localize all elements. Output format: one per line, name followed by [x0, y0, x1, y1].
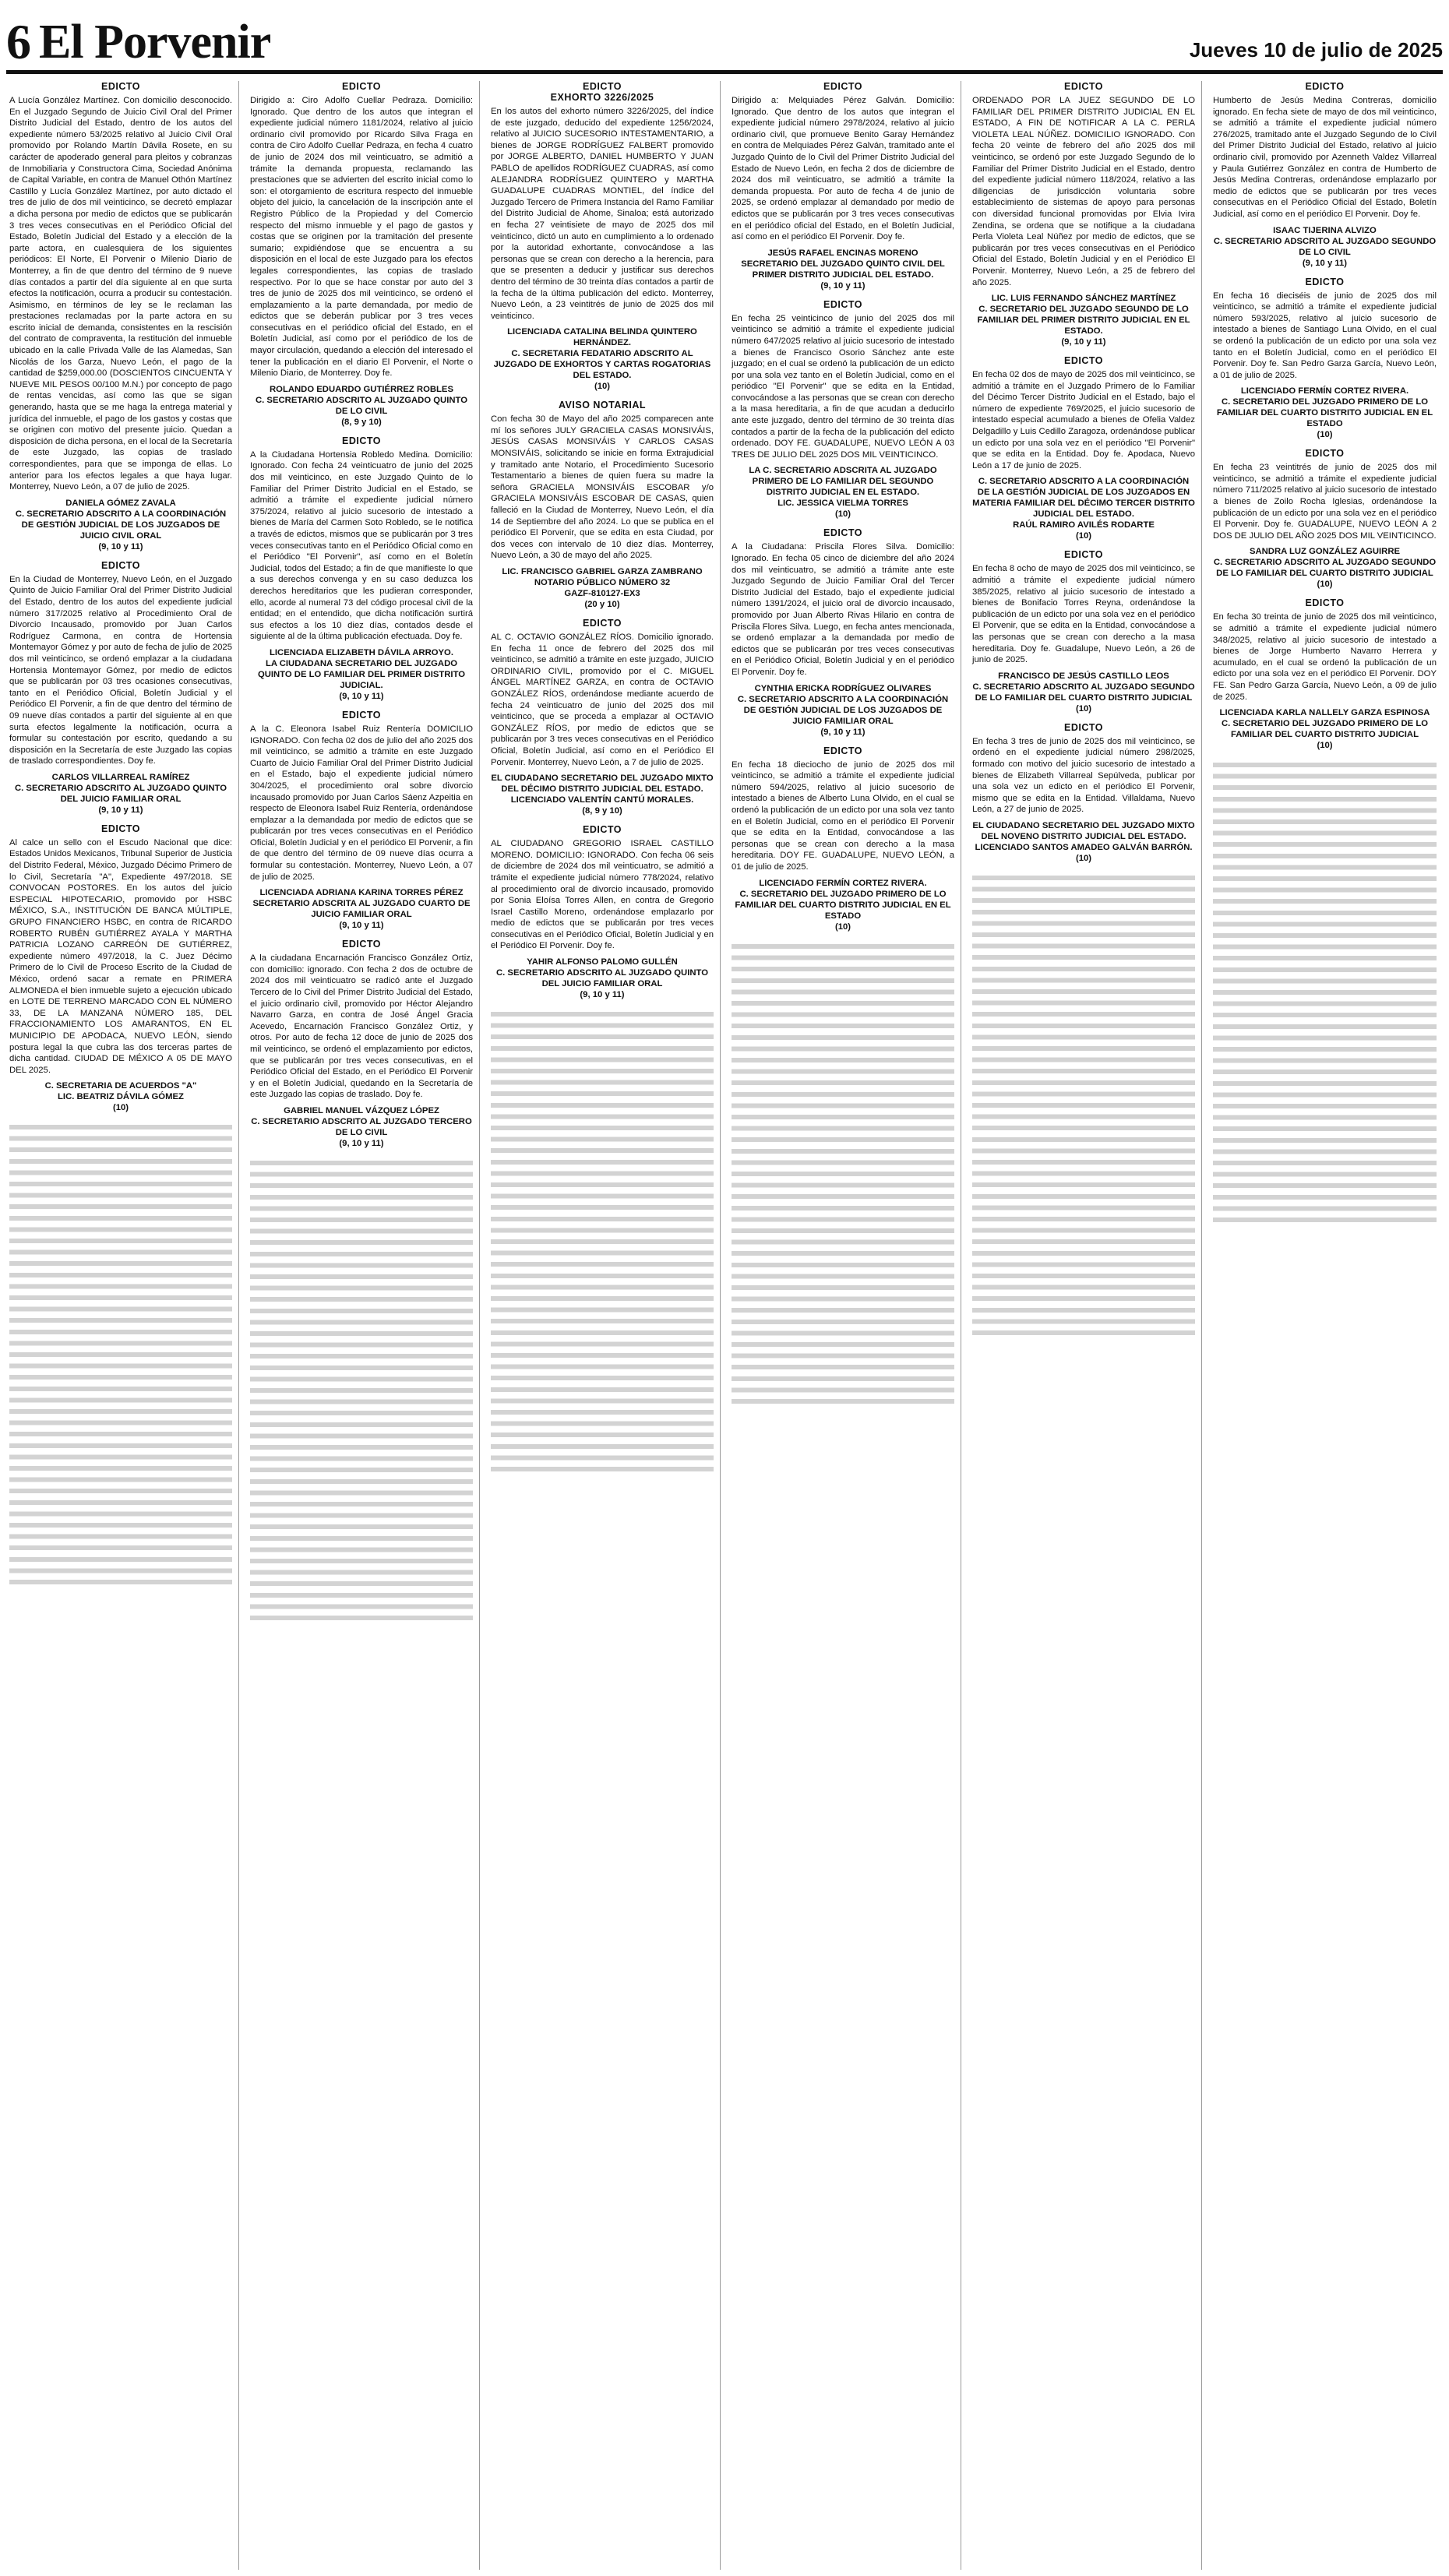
continued-text-block — [9, 1121, 232, 1588]
column-3 — [488, 81, 721, 2570]
legal-notice — [972, 549, 1195, 714]
notice-title: EDICTO — [823, 81, 862, 92]
notice-body: A la Ciudadana Hortensia Robledo Medina. Domicilio: Ignorado. Con fecha 24 veinticuatro de junio del 2025 dos mil veinticinco, en este Juzgado Quinto de lo Familiar del Primer Distrito Judicial en el Estado, se admitió a trámite el expediente judicial número 375/2024, relativo al juicio sucesorio de intestado a bienes de María del Carmen Soto Robledo, se le notifica a través de edictos, mismos que se publicarán por 3 tres veces consecutivas tanto en el Periódico Oficial como en el Periódico "El Porvenir", así como en el Boletín Judicial, todos del Estado; a fin de que manifieste lo que a sus derechos convenga y en su caso deduzca los derechos hereditarios que les pudieran corresponder, ello, acorde al numeral 73 del código procesal civil de la entidad; en el entendido, que dicha notificación surtirá sus efectos a los 10 diez días, contados desde el siguiente al de la última publicación efectuada. Doy fe. — [250, 449, 473, 642]
notice-signature: EL CIUDADANO SECRETARIO DEL JUZGADO MIXTO DEL NOVENO DISTRITO JUDICIAL DEL ESTADO. LICENCIADO SANTOS AMADEO GALVÁN BARRÓN. — [972, 820, 1195, 852]
newspaper-name: El Porvenir — [39, 16, 271, 69]
notice-title: EDICTO — [1064, 549, 1103, 561]
notice-body: En fecha 25 veinticinco de junio del 2025 dos mil veinticinco se admitió a trámite el expediente judicial número 647/2025 relativo al juicio sucesorio de intestado a bienes de Francisco Osorio Sánchez ante este juzgado; en el cual se ordenó la publicación de un edicto por una sola vez tanto en el Boletín Judicial, como en el periódico "El Porvenir" que se edita en la Entidad, convocándose a las personas que se crean con derecho a la masa hereditaria, a fin de que acudan a deducirlo ante este juzgado, dentro del término de 30 treinta días contados a partir de la fecha de la publicación del edicto ordenado. DOY FE. GUADALUPE, NUEVO LEÓN A 03 TRES DE JULIO DEL 2025 DOS MIL VEINTICINCO. — [732, 313, 954, 460]
notice-signature: CYNTHIA ERICKA RODRÍGUEZ OLIVARES C. SECRETARIO ADSCRITO A LA COORDINACIÓN DE GESTIÓN JUDICIAL DE LOS JUZGADOS DE JUICIO FAMILIAR ORAL — [737, 683, 949, 726]
notice-title: EDICTO — [1064, 355, 1103, 367]
notice-publication-code: (10) — [1317, 430, 1333, 440]
notice-title: EDICTO — [583, 618, 622, 629]
notice-publication-code: (9, 10 y 11) — [339, 691, 384, 701]
notice-publication-code: (9, 10 y 11) — [98, 541, 143, 551]
notice-publication-code: (9, 10 y 11) — [339, 921, 384, 931]
notice-body: En la Ciudad de Monterrey, Nuevo León, en el Juzgado Quinto de Juicio Familiar Oral del Primer Distrito Judicial del Estado, dentro de los autos del expediente judicial número 317/2025 relativo al Procedimiento Oral de Divorcio Incausado, promovido por Juan Carlos Rodríguez Carmona, en contra de Hortensia Montemayor Gómez y por auto de fecha de julio de 2025 dos mil veinticinco, se ordenó emplazar a la ciudadana Hortensia Montemayor Gómez, por medio de edictos que se publicarán por 03 tres ocasiones consecutivas, tanto en el Periódico Oficial, Boletín Judicial y el Periódico El Porvenir, a fin de que dentro del término de 09 nueve días contados a partir del siguiente al en que surta efectos legalmente la notificación, ocurra a formular su contestación por escrito, quedando a su disposición en la Secretaría de este Juzgado las copias de traslado correspondientes. Doy fe. — [9, 574, 232, 766]
legal-notice — [1213, 277, 1437, 441]
notice-signature: C. SECRETARIA DE ACUERDOS "A" LIC. BEATRIZ DÁVILA GÓMEZ — [44, 1081, 197, 1102]
notice-publication-code: (10) — [1075, 531, 1092, 541]
legal-notice — [732, 745, 954, 932]
legal-notice — [491, 400, 714, 610]
legal-notice — [732, 299, 954, 520]
notice-signature: GABRIEL MANUEL VÁZQUEZ LÓPEZ C. SECRETARIO ADSCRITO AL JUZGADO TERCERO DE LO CIVIL — [251, 1105, 472, 1137]
notice-title: EDICTO — [1305, 597, 1345, 609]
notice-title: EDICTO — [342, 435, 381, 446]
legal-notice — [732, 81, 954, 291]
continued-text-block — [1213, 759, 1437, 1226]
notice-body: En fecha 02 dos de mayo de 2025 dos mil veinticinco, se admitió a trámite en el Juzgado Primero de lo Familiar del Décimo Tercer Distrito Judicial en el Estado, bajo el número de expediente 769/2025, el juicio sucesorio de intestado especial acumulado a bienes de Ofelia Valdez Delgadillo y Luis Cedillo Zaragoza, ordenándose publicar un edicto por una sola vez en el periódico "El Porvenir" que se edita en la Entidad. Doy fe. Apodaca, Nuevo León a 17 de junio de 2025. — [972, 370, 1195, 470]
notice-body: AL CIUDADANO GREGORIO ISRAEL CASTILLO MORENO. DOMICILIO: IGNORADO. Con fecha 06 seis de diciembre de 2024 dos mil veinticuatro, se admitió a trámite el expediente judicial número 778/2024, relativo al procedimiento oral de divorcio incausado, promovido por Sonia Eloísa Torres Allen, en contra de Gregorio Israel Castillo Moreno, ordenándose emplazarlo por medio de edictos que se publicarán por tres veces consecutivas en el Periódico Oficial, Boletín Judicial y en el Periódico El Porvenir. Doy fe. — [491, 839, 714, 951]
legal-notice — [972, 81, 1195, 347]
notice-publication-code: (9, 10 y 11) — [98, 805, 143, 815]
notice-publication-code: (10) — [112, 1103, 129, 1113]
notice-title: EDICTO — [101, 81, 140, 92]
column-6 — [1210, 81, 1443, 2570]
notice-title: EDICTO — [823, 745, 862, 756]
notice-publication-code: (10) — [594, 382, 611, 392]
notice-title: EDICTO — [342, 709, 381, 721]
continued-text-block — [491, 1008, 714, 1475]
legal-notice — [1213, 597, 1437, 751]
notice-publication-code: (9, 10 y 11) — [820, 280, 866, 291]
notice-signature: LICENCIADA KARLA NALLELY GARZA ESPINOSA C. SECRETARIO DEL JUZGADO PRIMERO DE LO FAMILIAR DEL CUARTO DISTRITO JUDICIAL — [1219, 708, 1430, 740]
notice-body: Dirigido a: Melquiades Pérez Galván. Domicilio: Ignorado. Que dentro de los autos que integran el expediente judicial número 2978/2024, relativo al juicio ordinario civil, que promueve Benito Garay Hernández en contra de Melquiades Pérez Galván, tramitado ante el Juzgado Quinto de lo Civil del Primer Distrito Judicial del Estado de Nuevo León, en fecha 2 dos de diciembre de 2024 dos mil veinticuatro, se admitió a trámite la demanda propuesta. Por auto de fecha 4 de junio de 2025, se ordenó emplazar al demandado por medio de edictos que se publicarán por 3 tres veces consecutivas en el periódico oficial del Estado, en el Boletín Judicial, así como en el periódico El Porvenir. Doy fe. — [732, 96, 954, 242]
notice-title: EDICTO — [1064, 81, 1103, 92]
legal-notice — [250, 939, 473, 1149]
notice-signature: C. SECRETARIO ADSCRITO A LA COORDINACIÓN DE LA GESTIÓN JUDICIAL DE LOS JUZGADOS EN MATERIA FAMILIAR DEL DÉCIMO TERCER DISTRITO JUDICIAL DEL ESTADO. RAÚL RAMIRO AVILÉS RODARTE — [972, 477, 1195, 530]
notice-publication-code: (9, 10 y 11) — [1302, 258, 1348, 268]
notice-signature: DANIELA GÓMEZ ZAVALA C. SECRETARIO ADSCRITO A LA COORDINACIÓN DE GESTIÓN JUDICIAL DE LOS JUZGADOS DE JUICIO CIVIL ORAL — [15, 498, 227, 541]
notice-body: Humberto de Jesús Medina Contreras, domicilio ignorado. En fecha siete de mayo de dos mil veinticinco, se admitió a trámite el expediente judicial número 276/2025, tramitado ante el Juzgado Segundo de lo Civil del Primer Distrito Judicial del Estado, relativo al juicio ordinario civil, promovido por Azenneth Valdez Villarreal y Paula Gutiérrez González en contra de Humberto de Jesús Medina Contreras, ordenándose emplazarlo por medio de edictos que se publicarán por tres veces consecutivas en el Periódico Oficial del Estado, Boletín Judicial, así como en el periódico El Porvenir. Doy fe. — [1213, 96, 1437, 219]
notice-publication-code: (9, 10 y 11) — [1061, 337, 1106, 347]
notice-title: EDICTO — [101, 823, 140, 834]
notice-publication-code: (10) — [1317, 741, 1333, 751]
notice-title: EDICTO — [101, 559, 140, 571]
notice-signature: YAHIR ALFONSO PALOMO GULLÉN C. SECRETARIO ADSCRITO AL JUZGADO QUINTO DEL JUICIO FAMILIAR ORAL — [496, 957, 708, 989]
notice-body: A la C. Eleonora Isabel Ruiz Rentería DOMICILIO IGNORADO. Con fecha 02 dos de julio del año 2025 dos mil veinticinco, se admitió a trámite en este Juzgado Cuarto de Juicio Familiar Oral del Primer Distrito Judicial en el Estado, bajo el expediente judicial número 304/2025, el procedimiento oral sobre divorcio incausado promovido por Juan Carlos Sáenz Azpeitia en respecto de Eleonora Isabel Ruiz Rentería, ordenándose emplazar a la demandada por medio de edictos que se publicarán por tres veces consecutivas en el Periódico Oficial, Boletín Judicial y en el periódico El Porvenir, a fin de que dentro del término de 09 nueve días ocurra a formular su contestación. Monterrey, Nuevo León, a 07 de julio de 2025. — [250, 724, 473, 882]
notice-publication-code: (10) — [834, 922, 851, 932]
notice-body: En fecha 8 ocho de mayo de 2025 dos mil veinticinco, se admitió a trámite el expediente judicial número 385/2025, relativo al juicio sucesorio de intestado a bienes de Bonifacio Torres Reyna, ordenándose la publicación de un edicto por una sola vez en el periódico El Porvenir, que se edita en la Entidad, convocándose a las personas que se crean con derecho a la masa hereditaria. Doy fe. Guadalupe, Nuevo León, a 26 de junio de 2025. — [972, 564, 1195, 665]
brand — [6, 14, 271, 70]
legal-notice — [250, 81, 473, 428]
notice-title: EDICTO EXHORTO 3226/2025 — [550, 81, 654, 103]
column-1 — [6, 81, 239, 2570]
continued-text-block — [972, 872, 1195, 1339]
notice-publication-code: (10) — [1075, 853, 1092, 863]
masthead — [6, 5, 1443, 74]
legal-notice — [972, 722, 1195, 864]
notice-body: Dirigido a: Ciro Adolfo Cuellar Pedraza. Domicilio: Ignorado. Que dentro de los autos que integran el expediente judicial número 1181/2024, relativo al juicio ordinario civil promovido por Ricardo Silva Fraga en contra de Ciro Adolfo Cuellar Pedraza, en fecha 4 cuatro de junio de 2024 dos mil veinticuatro, se admitió a trámite la demanda propuesta, reclamando las prestaciones que se advierten del escrito inicial como lo son: el otorgamiento de escritura respecto del inmueble objeto del juicio, la cancelación de la inscripción ante el Registro Público de la Propiedad y del Comercio respecto del mismo inmueble y el pago de gastos y costas que se originen por la tramitación del presente sumario; expidiéndose que se encuentra a su disposición en el local de este Juzgado para los efectos legales correspondientes, las copias de traslado respectivo. Por lo que se hace constar por auto del 3 tres de junio de 2025 dos mil veinticinco, se ordenó el emplazamiento a la parte demandada, por medio de edictos que se deberán publicar por 3 tres veces consecutivas en el periódico oficial del Estado, en el Boletín Judicial, así como por el periódico de los de mayor circulación, quedando a elección del interesado el tener la publicación en el diario El Porvenir, el Norte o Milenio Diario, de Monterrey. Doy fe. — [250, 96, 473, 379]
notice-publication-code: (9, 10 y 11) — [339, 1138, 384, 1148]
notice-body: A Lucía González Martínez. Con domicilio desconocido. En el Juzgado Segundo de Juicio Civil Oral del Primer Distrito Judicial del Estado, dentro de los autos del expediente número 53/2025 relativo al Juicio Civil Oral promovido por Rolando Martín Dávila Rosete, en su carácter de apoderado general para pleitos y cobranzas de Inmobiliaria y Constructora Cima, Sociedad Anónima de Capital Variable, en contra de Manuel Othón Martínez Castillo y Lucía González Martínez, por auto dictado el tres de julio de dos mil veinticinco, se decretó emplazar a dicha persona por medio de edictos que se publicarán 3 tres veces consecutivas en el Periódico Oficial del Estado, Boletín Judicial del Estado y a elección de la parte actora, en cualesquiera de los siguientes periódicos: El Norte, El Porvenir o Milenio Diario de Monterrey, a fin de que dentro del término de 9 nueve días contados a partir del día siguiente al en que surta efectos la notificación, ocurra a producir su contestación. Asimismo, en términos de ley se le reclaman las prestaciones reclamadas por la parte actora en su escrito inicial de demanda, consistentes en la rescisión del contrato de compraventa, la restitución del inmueble ubicado en la calle Privada Valle de las Alamedas, San Nicolás de los Garza, Nuevo León, el pago de la cantidad de $259,000.00 (DOSCIENTOS CINCUENTA Y NUEVE MIL PESOS 00/100 M.N.) por concepto de pago de rentas vencidas, así como las que se sigan generando, hasta que se me haga la entrega material y jurídica del inmueble, el pago de los gastos y costas que se originen con motivo del presente juicio. Quedan a disposición de dicha persona, en el local de la Secretaría de este Juzgado, las copias de traslado correspondientes, para que se imponga de ellas. Lo anterior para los efectos legales a que haya lugar. Monterrey, Nuevo León, a 07 de julio de 2025. — [9, 96, 232, 492]
notice-signature: LA C. SECRETARIO ADSCRITA AL JUZGADO PRIMERO DE LO FAMILIAR DEL SEGUNDO DISTRITO JUDICIAL EN EL ESTADO. LIC. JESSICA VIELMA TORRES — [749, 466, 937, 509]
notice-title: EDICTO — [823, 298, 862, 310]
notice-publication-code: (20 y 10) — [584, 600, 620, 609]
notice-signature: LICENCIADO FERMÍN CORTEZ RIVERA. C. SECRETARIO DEL JUZGADO PRIMERO DE LO FAMILIAR DEL CUARTO DISTRITO JUDICIAL EN EL ESTADO — [735, 878, 951, 921]
notice-signature: LIC. LUIS FERNANDO SÁNCHEZ MARTÍNEZ C. SECRETARIO DEL JUZGADO SEGUNDO DE LO FAMILIAR DEL PRIMER DISTRITO JUDICIAL EN EL ESTADO. — [977, 294, 1190, 337]
continued-text-block — [250, 1157, 473, 1624]
notice-title: AVISO NOTARIAL — [558, 400, 647, 411]
notice-body: A la Ciudadana: Priscila Flores Silva. Domicilio: Ignorado. En fecha 05 cinco de diciembre del año 2024 dos mil veinticuatro, se admitió a trámite ante este Juzgado Segundo de Juicio Familiar Oral del Tercer Distrito Judicial del Estado, bajo el expediente judicial número 1391/2024, el juicio oral de divorcio incausado, promovido por Juan Alberto Rivas Hilario en contra de Priscila Flores Silva. Luego, en fecha antes mencionada, se ordenó emplazar a la demandada por medio de edictos que se publicarán por tres veces consecutivas en el Periódico Oficial, Boletín Judicial y en el periódico El Porvenir. Doy fe. — [732, 542, 954, 677]
notice-signature: JESÚS RAFAEL ENCINAS MORENO SECRETARIO DEL JUZGADO QUINTO CIVIL DEL PRIMER DISTRITO JUDICIAL DEL ESTADO. — [741, 248, 945, 280]
notice-signature: LICENCIADA ADRIANA KARINA TORRES PÉREZ SECRETARIO ADSCRITA AL JUZGADO CUARTO DE JUICIO FAMILIAR ORAL — [252, 888, 471, 920]
issue-date: Jueves 10 de julio de 2025 — [1189, 38, 1443, 62]
notice-signature: SANDRA LUZ GONZÁLEZ AGUIRRE C. SECRETARIO ADSCRITO AL JUZGADO SEGUNDO DE LO FAMILIAR DEL CUARTO DISTRITO JUDICIAL — [1213, 547, 1437, 579]
legal-notice — [9, 81, 232, 552]
notice-columns — [6, 81, 1443, 2570]
legal-notice — [9, 823, 232, 1113]
notice-publication-code: (9, 10 y 11) — [820, 727, 866, 737]
notice-body: ORDENADO POR LA JUEZ SEGUNDO DE LO FAMILIAR DEL PRIMER DISTRITO JUDICIAL EN EL ESTADO, A FIN DE NOTIFICAR A LA C. PERLA VIOLETA LEAL NÚÑEZ. DOMICILIO IGNORADO. Con fecha 20 veinte de febrero del año 2025 dos mil veinticinco, se ordenó por este Juzgado Segundo de lo Familiar del Primer Distrito Judicial en el Estado, dentro del expediente judicial número 118/2024, relativo a las diligencias de jurisdicción voluntaria sobre establecimiento de sistemas de apoyo para personas con diversidad funcional promovidas por Elvia Ivira Zendina, se ordena que se notifique a la ciudadana Perla Violeta Leal Núñez por medio de edictos, que se publicarán por tres veces consecutivas en el Periódico Oficial del Estado, Boletín Judicial y en el Periódico El Porvenir. Monterrey, Nuevo León, a 25 de febrero del año 2025. — [972, 96, 1195, 287]
notice-body: Con fecha 30 de Mayo del año 2025 comparecen ante mí los señores JULY GRACIELA CASAS MONSIVÁIS, JESÚS CASAS MONSIVÁIS Y CARLOS CASAS MONSIVÁIS, solicitando se inicie en forma Extrajudicial y tramitado ante Notario, el Procedimiento Sucesorio Testamentario a bienes de quien fuera su madre la señora GRACIELA MONSIVÁIS ESCOBAR y/o GRACIELA MONSIVÁIS ESCOBAR DE CASAS, quien falleció en la Ciudad de Monterrey, Nuevo León, el día 14 de Septiembre del año 2024. Lo que se publica en el periódico El Porvenir, que se edita en esta Ciudad, por dos veces con intervalo de 10 diez días. Monterrey, Nuevo León, a 30 de mayo del año 2025. — [491, 414, 714, 561]
notice-signature: LICENCIADA ELIZABETH DÁVILA ARROYO. LA CIUDADANA SECRETARIO DEL JUZGADO QUINTO DE LO FAMILIAR DEL PRIMER DISTRITO JUDICIAL. — [257, 647, 466, 690]
legal-notice — [250, 435, 473, 702]
notice-signature: FRANCISCO DE JESÚS CASTILLO LEOS C. SECRETARIO ADSCRITO AL JUZGADO SEGUNDO DE LO FAMILIAR DEL CUARTO DISTRITO JUDICIAL — [972, 671, 1195, 703]
notice-body: A la ciudadana Encarnación Francisco González Ortiz, con domicilio: ignorado. Con fecha 2 dos de octubre de 2024 dos mil veinticuatro se radicó ante el Juzgado Tercero de lo Civil del Primer Distrito Judicial del Estado, el juicio ordinario civil, promovido por Héctor Alejandro Navarro Garza, en contra de José Ángel Gracia Acevedo, Encarnación Francisco González Ortiz, y otros. Por auto de fecha 12 doce de junio de 2025 dos mil veinticinco, se ordenó el emplazamiento por edictos, que se publicarán por tres veces consecutivas, en el Periódico Oficial del Estado, en el Periódico El Porvenir y en el Boletín Judicial, quedando en la Secretaría de este Juzgado las copias de traslado. Doy fe. — [250, 953, 473, 1100]
notice-body: En fecha 18 dieciocho de junio de 2025 dos mil veinticinco, se admitió a trámite el expediente judicial número 594/2025, relativo al juicio sucesorio de intestado a bienes de Alberto Luna Olvido, en el cual se ordenó la publicación de un edicto por una sola vez tanto en el Boletín Judicial, como en el periódico El Porvenir que se edita en la Entidad, convocándose a las personas que se crean con derecho a la masa hereditaria. DOY FE. GUADALUPE, NUEVO LEÓN, a 01 de julio de 2025. — [732, 759, 954, 872]
column-4 — [728, 81, 961, 2570]
notice-body: En fecha 30 treinta de junio de 2025 dos mil veinticinco, se admitió a trámite el expediente judicial número 348/2025, relativo al juicio sucesorio de intestado a bienes de Jorge Humberto Navarro Herrera y acumulado, en el cual se ordenó la publicación de un edicto por una sola vez en el periódico El Porvenir. DOY FE. San Pedro Garza García, Nuevo León, a 09 de julio de 2025. — [1213, 612, 1437, 702]
notice-title: EDICTO — [1305, 276, 1345, 287]
legal-notice — [972, 355, 1195, 541]
notice-signature: ISAAC TIJERINA ALVIZO C. SECRETARIO ADSCRITO AL JUZGADO SEGUNDO DE LO CIVIL — [1213, 225, 1437, 257]
column-2 — [247, 81, 480, 2570]
notice-publication-code: (10) — [1317, 580, 1333, 590]
notice-publication-code: (10) — [1075, 703, 1092, 714]
notice-signature: LICENCIADA CATALINA BELINDA QUINTERO HERNÁNDEZ. C. SECRETARIA FEDATARIO ADSCRITO AL JUZGADO DE EXHORTOS Y CARTAS ROGATORIAS DEL ESTADO. — [493, 327, 711, 381]
notice-body: En los autos del exhorto número 3226/2025, del índice de este juzgado, deducido del expediente 1256/2024, relativo al JUICIO SUCESORIO INTESTAMENTARIO, a bienes de JORGE RODRÍGUEZ FALBERT promovido por JORGE ALBERTO, DANIEL HUMBERTO Y JUAN PABLO de apellidos RODRÍGUEZ CUADRAS, así como ALEJANDRA RODRÍGUEZ QUINTERO y MARTHA GUADALUPE CUADRAS MONTIEL, del índice del Juzgado Tercero de Primera Instancia del Ramo Familiar del Distrito Judicial de Ahome, Sinaloa; está autorizado en fecha 27 veintisiete de mayo de 2025 dos mil veinticinco, dictó un auto en cumplimiento a lo ordenado por la autoridad exhortante, convocándose a las personas que se crean con derecho a la herencia, para que se presenten a deducir y justificar sus derechos dentro del término de 30 treinta días contados a partir de la fecha de la última publicación del edicto. Monterrey, Nuevo León, a 23 veintitrés de junio de 2025 dos mil veinticinco. — [491, 107, 714, 321]
page-number: 6 — [6, 14, 31, 69]
legal-notice — [732, 527, 954, 737]
notice-title: EDICTO — [1305, 448, 1345, 460]
notice-body: En fecha 16 dieciséis de junio de 2025 dos mil veinticinco, se admitió a trámite el expediente judicial número 593/2025, relativo al juicio sucesorio de intestado a bienes de Santiago Luna Olvido, en el cual se ordenó la publicación de un edicto por una sola vez tanto en el Boletín Judicial, como en el periódico El Porvenir. Doy fe. San Pedro Garza García, Nuevo León, a 01 de julio de 2025. — [1213, 291, 1437, 380]
notice-body: En fecha 23 veintitrés de junio de 2025 dos mil veinticinco, se admitió a trámite el expediente judicial número 711/2025 relativo al juicio sucesorio de intestado a bienes de Zoilo Rocha Iglesias, ordenándose la publicación de un edicto por una sola vez en el periódico El Porvenir. Doy fe. GUADALUPE, NUEVO LEÓN A 2 DOS DE JULIO DEL AÑO 2025 DOS MIL VEINTICINCO. — [1213, 463, 1437, 541]
notice-publication-code: (8, 9 y 10) — [582, 806, 622, 816]
notice-publication-code: (10) — [834, 509, 851, 520]
notice-signature: LICENCIADO FERMÍN CORTEZ RIVERA. C. SECRETARIO DEL JUZGADO PRIMERO DE LO FAMILIAR DEL CUARTO DISTRITO JUDICIAL EN EL ESTADO — [1216, 386, 1433, 429]
notice-signature: ROLANDO EDUARDO GUTIÉRREZ ROBLES C. SECRETARIO ADSCRITO AL JUZGADO QUINTO DE LO CIVIL — [256, 384, 467, 416]
continued-text-block — [732, 940, 954, 1408]
legal-notice — [1213, 81, 1437, 269]
legal-notice — [250, 710, 473, 931]
notice-title: EDICTO — [1064, 721, 1103, 733]
notice-signature: CARLOS VILLARREAL RAMÍREZ C. SECRETARIO ADSCRITO AL JUZGADO QUINTO DEL JUICIO FAMILIAR ORAL — [15, 772, 227, 804]
notice-title: EDICTO — [1305, 81, 1345, 92]
notice-signature: LIC. FRANCISCO GABRIEL GARZA ZAMBRANO NOTARIO PÚBLICO NÚMERO 32 GAZF-810127-EX3 — [502, 567, 703, 598]
legal-notice — [1213, 448, 1437, 590]
notice-body: AL C. OCTAVIO GONZÁLEZ RÍOS. Domicilio ignorado. En fecha 11 once de febrero del 2025 dos mil veinticinco, se admitió a trámite en este juzgado, JUICIO ORDINARIO CIVIL, promovido por el C. MIGUEL ÁNGEL MARTÍNEZ GARZA, en contra de OCTAVIO GONZÁLEZ RÍOS, ordenándose mediante acuerdo de fecha 24 veinticuatro de junio del 2025 dos mil veinticinco, que se proceda a emplazar al OCTAVIO GONZÁLEZ RÍOS, por medio de edictos que se publicarán por 3 tres veces consecutivas en el Periódico Oficial, Boletín Judicial, así como en el Periódico El Porvenir. Monterrey, Nuevo León, a 7 de julio de 2025. — [491, 633, 714, 767]
notice-signature: EL CIUDADANO SECRETARIO DEL JUZGADO MIXTO DEL DÉCIMO DISTRITO JUDICIAL DEL ESTADO. LICENCIADO VALENTÍN CANTÚ MORALES. — [491, 774, 714, 805]
notice-title: EDICTO — [823, 527, 862, 539]
legal-notice — [491, 618, 714, 816]
notice-title: EDICTO — [342, 939, 381, 950]
legal-notice — [9, 560, 232, 816]
legal-notice — [491, 824, 714, 1000]
notice-title: EDICTO — [342, 81, 381, 92]
notice-title: EDICTO — [583, 824, 622, 836]
notice-body: En fecha 3 tres de junio de 2025 dos mil veinticinco, se ordenó en el expediente judicial número 298/2025, formado con motivo del juicio sucesorio de intestado a bienes de Elizabeth Villarreal Sepúlveda, publicar por una sola vez un edicto en el periódico El Porvenir, mismo que se edita en la Entidad. Villaldama, Nuevo León, a 27 de junio de 2025. — [972, 736, 1195, 815]
legal-notice — [491, 81, 714, 392]
notice-body: Al calce un sello con el Escudo Nacional que dice: Estados Unidos Mexicanos, Tribunal Superior de Justicia del Distrito Federal, México, Juzgado Décimo Primero de lo Civil, Secretaría "A", Expediente 497/2018. SE CONVOCAN POSTORES. En los autos del juicio ESPECIAL HIPOTECARIO, promovido por HSBC MÉXICO, S.A., INSTITUCIÓN DE BANCA MÚLTIPLE, GRUPO FINANCIERO HSBC, en contra de RICARDO ROBERTO RUBÉN GUTIÉRREZ AYALA Y MARTHA PATRICIA LOZANO CARREÓN DE GUTIÉRREZ, expediente número 497/2018, la C. Juez Décimo Primero de lo Civil de Proceso Escrito de la Ciudad de México, ordenó sacar a remate en PRIMERA ALMONEDA el bien inmueble sujeto a ejecución ubicado en LOTE DE TERRENO MARCADO CON EL NÚMERO 33, DE LA MANZANA NÚMERO 185, DEL FRACCIONAMIENTO LOS AMARANTOS, EN EL MUNICIPIO DE APODACA, NUEVO LEÓN, siendo postura legal la que cubra las dos terceras partes de dicha cantidad. CIUDAD DE MÉXICO A 05 DE MAYO DEL 2025. — [9, 837, 232, 1075]
notice-publication-code: (8, 9 y 10) — [341, 417, 382, 427]
column-5 — [969, 81, 1202, 2570]
notice-publication-code: (9, 10 y 11) — [580, 990, 625, 1000]
